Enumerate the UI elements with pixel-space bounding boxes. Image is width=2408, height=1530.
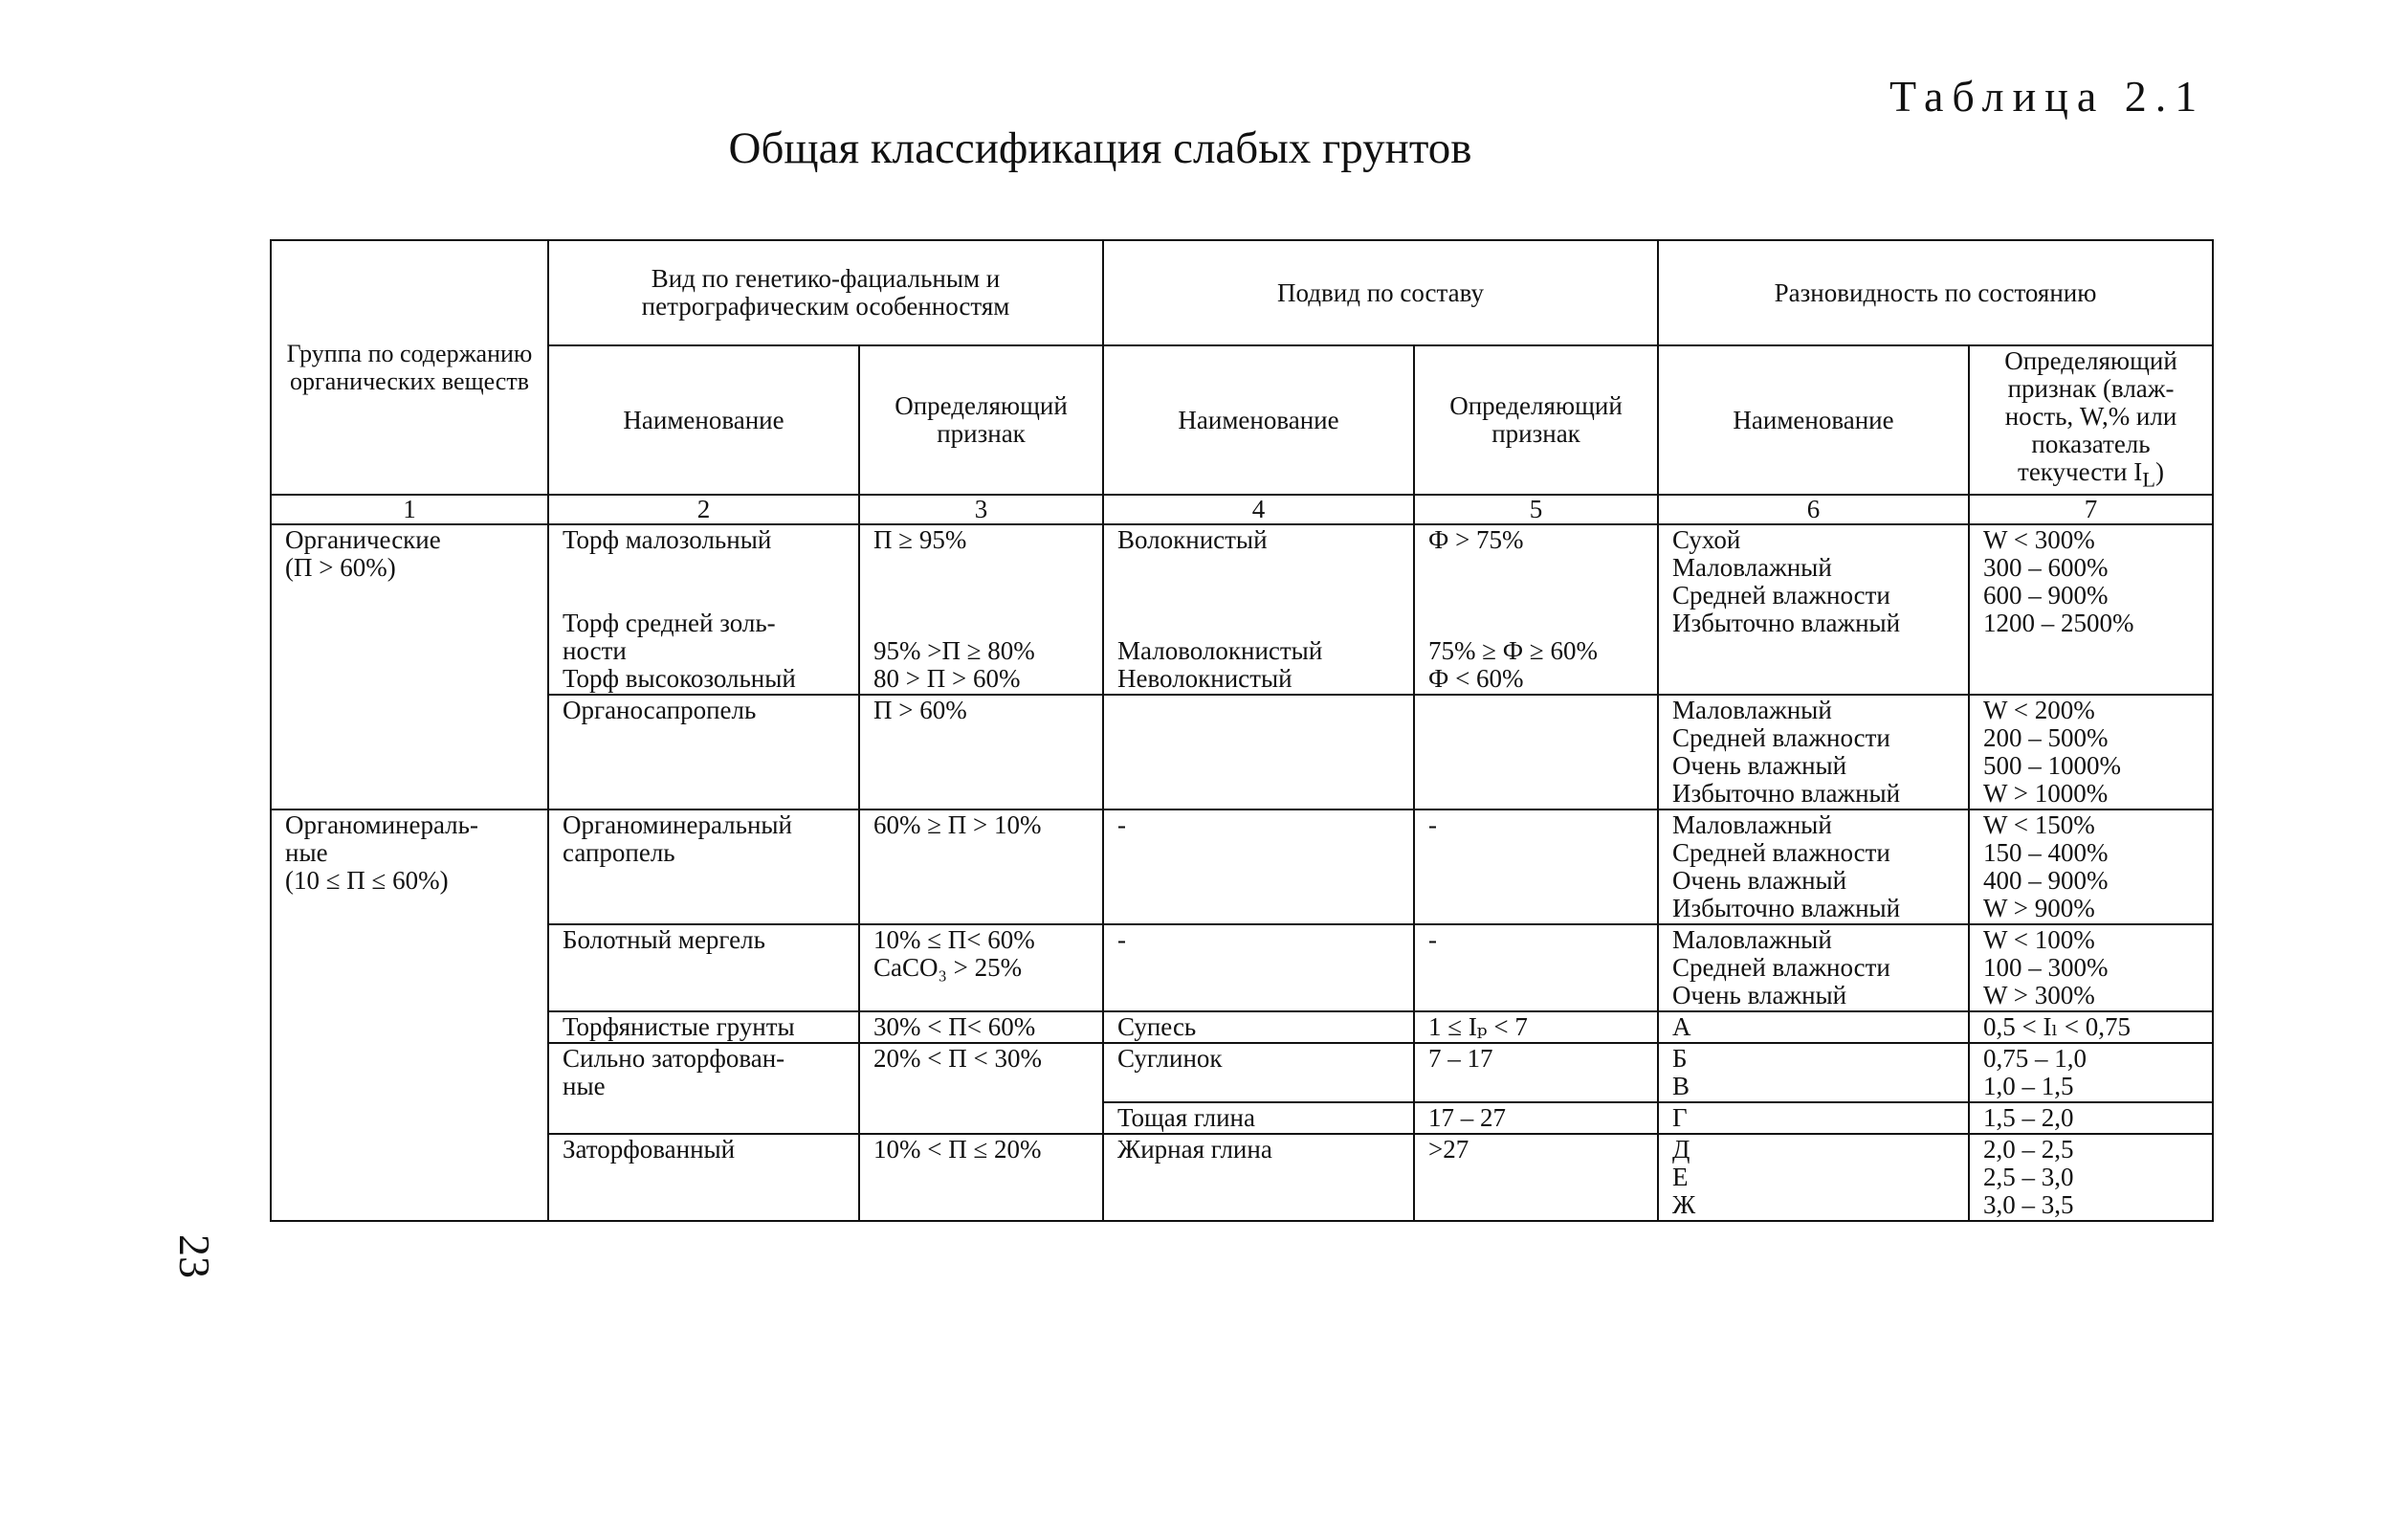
group-organomineral: Органоминераль- ные (10 ≤ П ≤ 60%) <box>271 809 548 1221</box>
organosapropel-subtype-criterion <box>1414 695 1658 809</box>
peaty-subtype: Супесь <box>1103 1011 1414 1043</box>
marl-criterion: 10% ≤ П< 60% CaCO₃ > 25% <box>859 924 1103 1011</box>
organosapropel-states: Маловлажный Средней влажности Очень влажный Избыточно влажный <box>1658 695 1969 809</box>
peaty-criterion: 30% < П< 60% <box>859 1011 1103 1043</box>
strongly-peaty-type: Сильно заторфован- ные <box>548 1043 859 1134</box>
group-organic: Органические (П > 60%) <box>271 524 548 809</box>
strongly-peaty-subtype: Суглинок <box>1103 1043 1414 1102</box>
header-genetic-type: Вид по генетико-фациальным и петрографическим особенностям <box>548 240 1103 345</box>
header-state-criterion <box>1969 345 2213 495</box>
marl-states: Маловлажный Средней влажности Очень влажный <box>1658 924 1969 1011</box>
organosapropel-state-values: W < 200% 200 – 500% 500 – 1000% W > 1000% <box>1969 695 2213 809</box>
column-number: 5 <box>1414 495 1658 524</box>
marl-state-values: W < 100% 100 – 300% W > 300% <box>1969 924 2213 1011</box>
strongly-peaty-subtype-criterion: 7 – 17 <box>1414 1043 1658 1102</box>
strongly-peaty-state-values: 0,75 – 1,0 1,0 – 1,5 <box>1969 1043 2213 1102</box>
lean-clay-subtype-criterion: 17 – 27 <box>1414 1102 1658 1134</box>
header-state-criterion-text: Определяющий признак (влаж-ность, W,% или показатель текучести I <box>2004 346 2177 486</box>
header-type-criterion: Определяющий признак <box>859 345 1103 495</box>
column-number: 6 <box>1658 495 1969 524</box>
marl-subtype-criterion: - <box>1414 924 1658 1011</box>
header-state-criterion-close: ) <box>2155 457 2164 486</box>
header-subtype-criterion: Определяющий признак <box>1414 345 1658 495</box>
organosapropel-subtype <box>1103 695 1414 809</box>
organosapropel-type: Органосапропель <box>548 695 859 809</box>
organomineral-sapropel-subtype-criterion: - <box>1414 809 1658 924</box>
peated-subtype-criterion: >27 <box>1414 1134 1658 1221</box>
strongly-peaty-states: Б В <box>1658 1043 1969 1102</box>
peated-type: Заторфованный <box>548 1134 859 1221</box>
table-row <box>271 1134 2213 1221</box>
soil-classification-table <box>270 239 2214 1222</box>
column-number: 2 <box>548 495 859 524</box>
organosapropel-criterion: П > 60% <box>859 695 1103 809</box>
column-number: 1 <box>271 495 548 524</box>
lean-clay-state: Г <box>1658 1102 1969 1134</box>
peated-state-values: 2,0 – 2,5 2,5 – 3,0 3,0 – 3,5 <box>1969 1134 2213 1221</box>
lean-clay-state-value: 1,5 – 2,0 <box>1969 1102 2213 1134</box>
organomineral-sapropel-states: Маловлажный Средней влажности Очень влажный Избыточно влажный <box>1658 809 1969 924</box>
header-type-name: Наименование <box>548 345 859 495</box>
peat-type-criteria: П ≥ 95% 95% >П ≥ 80% 80 > П > 60% <box>859 524 1103 695</box>
table-row <box>271 924 2213 1011</box>
marl-type: Болотный мергель <box>548 924 859 1011</box>
header-state-name: Наименование <box>1658 345 1969 495</box>
peaty-subtype-criterion: 1 ≤ Iₚ < 7 <box>1414 1011 1658 1043</box>
header-state-criterion-subscript: L <box>2142 467 2155 492</box>
table-row <box>271 695 2213 809</box>
peat-subtype-criteria: Ф > 75% 75% ≥ Ф ≥ 60% Ф < 60% <box>1414 524 1658 695</box>
organomineral-sapropel-subtype: - <box>1103 809 1414 924</box>
peat-subtypes: Волокнистый Маловолокнистый Неволокнистый <box>1103 524 1414 695</box>
column-number: 3 <box>859 495 1103 524</box>
organomineral-sapropel-type: Органоминеральный сапропель <box>548 809 859 924</box>
table-row <box>271 809 2213 924</box>
peaty-state-value: 0,5 < Iₗ < 0,75 <box>1969 1011 2213 1043</box>
peat-types: Торф малозольный Торф средней золь- ности Торф высокозольный <box>548 524 859 695</box>
peated-subtype: Жирная глина <box>1103 1134 1414 1221</box>
peaty-state: А <box>1658 1011 1969 1043</box>
peated-states: Д Е Ж <box>1658 1134 1969 1221</box>
column-number: 7 <box>1969 495 2213 524</box>
table-row <box>271 1011 2213 1043</box>
peaty-type: Торфянистые грунты <box>548 1011 859 1043</box>
organomineral-sapropel-criterion: 60% ≥ П > 10% <box>859 809 1103 924</box>
table-row <box>271 524 2213 695</box>
peated-criterion: 10% < П ≤ 20% <box>859 1134 1103 1221</box>
page-title: Общая классификация слабых грунтов <box>728 123 1472 173</box>
marl-subtype: - <box>1103 924 1414 1011</box>
header-group: Группа по содержанию органических веществ <box>271 240 548 495</box>
column-number: 4 <box>1103 495 1414 524</box>
lean-clay-subtype: Тощая глина <box>1103 1102 1414 1134</box>
peat-states: Сухой Маловлажный Средней влажности Избыточно влажный <box>1658 524 1969 695</box>
table-label: Таблица 2.1 <box>1889 72 2206 121</box>
header-subtype-name: Наименование <box>1103 345 1414 495</box>
peat-state-values: W < 300% 300 – 600% 600 – 900% 1200 – 2500% <box>1969 524 2213 695</box>
strongly-peaty-criterion: 20% < П < 30% <box>859 1043 1103 1134</box>
table-row <box>271 1043 2213 1102</box>
organomineral-sapropel-state-values: W < 150% 150 – 400% 400 – 900% W > 900% <box>1969 809 2213 924</box>
header-state-variety: Разновидность по состоянию <box>1658 240 2213 345</box>
page-number: 23 <box>170 1234 219 1278</box>
header-composition-subtype: Подвид по составу <box>1103 240 1658 345</box>
